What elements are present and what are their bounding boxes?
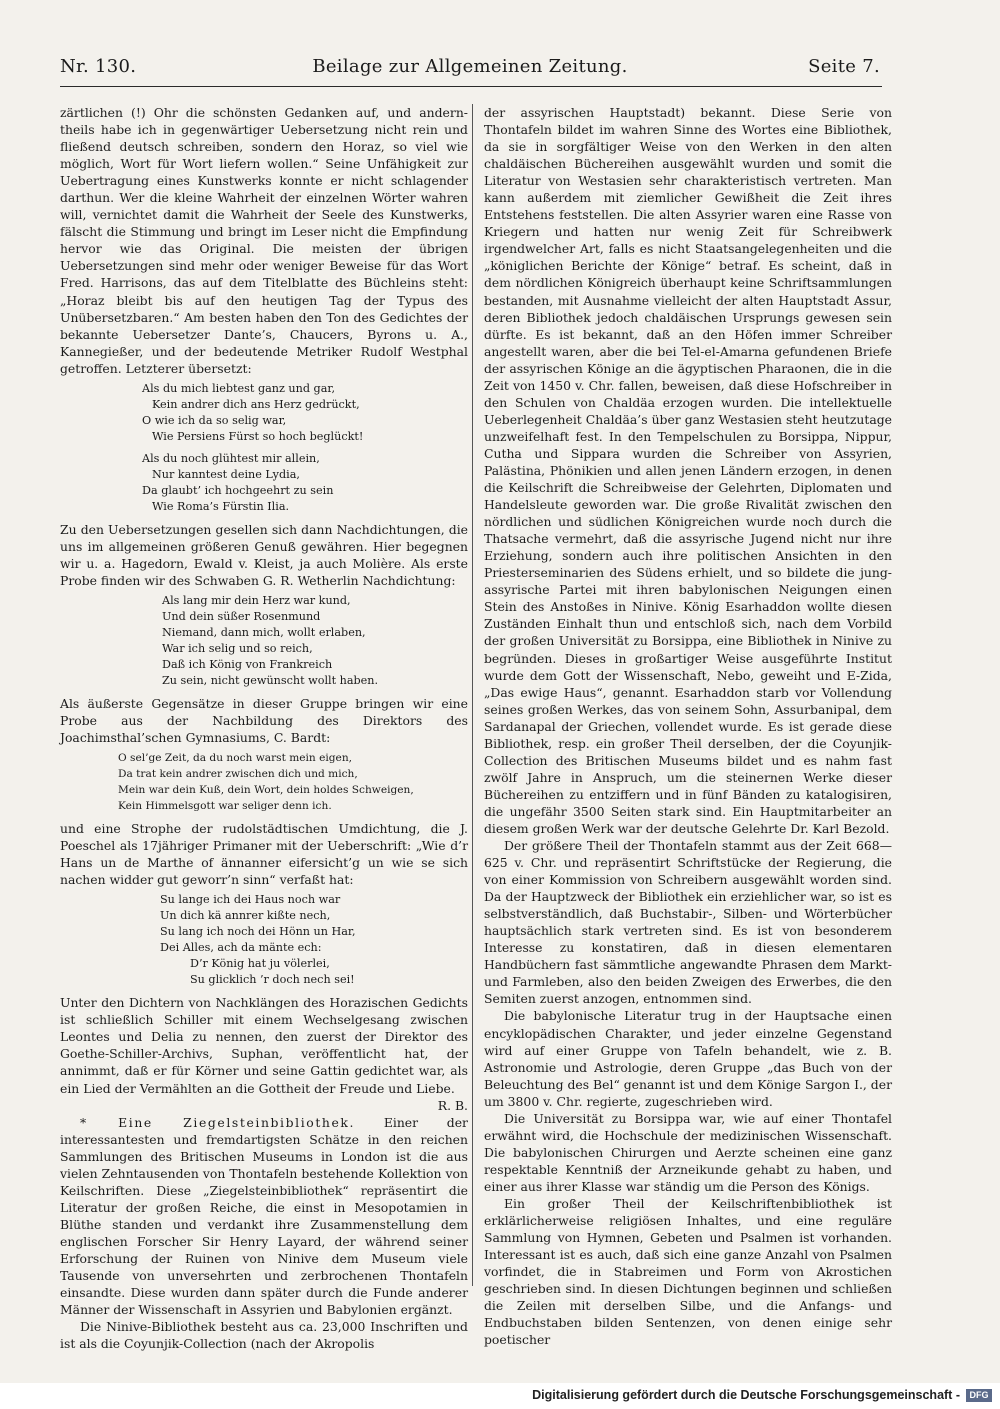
poem-stanza bbox=[142, 381, 468, 445]
page-number: Seite 7. bbox=[808, 56, 880, 77]
column-divider bbox=[472, 104, 473, 1286]
poem-line: Als lang mir dein Herz war kund, bbox=[162, 593, 351, 607]
paragraph: der assyrischen Hauptstadt) bekannt. Diese Serie von Thontafeln bildet im wahren Sinne des Wortes eine Bibliothek, da sie in sorgfältiger Weise von den Werken in den alten chaldäischen Büchereihen ausgewählt wurden und somit die Literatur von Westasien sehr charakteristisch vertreten. Man kann außerdem mit ziemlicher Gewißheit die Zeit ihres Entstehens feststellen. Die alten Assyrier waren eine Rasse von Kriegern und hatten nur wenig Zeit für Schreibwerk irgendwelcher Art, falls es nicht Staatsangelegenheiten und die „königlichen Berichte der Könige“ betraf. Es scheint, daß in dem nördlichen Königreich überhaupt keine Schriftsammlungen bestanden, mit Ausnahme vielleicht der alten Hauptstadt Assur, deren Bibliothek jedoch chaldäischen Ursprungs gewesen sein dürfte. Es ist bekannt, daß an den Höfen immer Schreiber angestellt waren, aber die bei Tel-el-Amarna gefundenen Briefe der assyrischen Könige an die ägyptischen Pharaonen, die in die Zeit von 1450 v. Chr. fallen, beweisen, daß diese Hofschreiber in den Schulen von Chaldäa erzogen wurden. Die intellektuelle Ueberlegenheit Chaldäa’s über ganz Westasien steht heutzutage unzweifelhaft fest. In den Tempelschulen zu Borsippa, Nippur, Cutha und Sippara wurden die Schreiber von Assyrien, Palästina, Phönikien und allen jenen Ländern erzogen, in denen die Keilschrift die Schreibweise der Gelehrten, Diplomaten und Handelsleute geworden war. Die große Rivalität zwischen den nördlichen und südlichen Königreichen wurde noch durch die Thatsache vermehrt, daß die assyrische Jugend nicht nur ihre Erziehung, sondern auch ihre politischen Ansichten in den Priesterseminarien des Südens erhielt, und so bildete die jung-assyrische Partei mit ihren babylonischen Neigungen einen Stein des Anstoßes in Ninive. König Esarhaddon wollte diesen Zuständen Einhalt thun und entschloß sich, nach dem Vorbild der großen Universität zu Borsippa, eine Bibliothek in Ninive zu begründen. Dieses in großartiger Weise ausgeführte Institut wurde dem Gott der Wissenschaft, Nebo, geweiht und E-Zida, „Das ewige Haus“, genannt. Esarhaddon starb vor Vollendung seines großen Werkes, das von seinem Sohn, Assurbanipal, dem Sardanapal der Griechen, vollendet wurde. Es ist gerade diese Bibliothek, resp. ein großer Theil derselben, der die Coyunjik-Collection des Britischen Museums bildet und es nahm fast zwölf Jahre in Anspruch, um die steinernen Werke dieser Büchereihen zu entziffern und in fünf Bänden zu katalogisiren, die ungefähr 3500 Seiten stark sind. Ein Hauptmitarbeiter an diesem großen Werk war der deutsche Gelehrte Dr. Karl Bezold. bbox=[484, 105, 892, 836]
poem-line: Niemand, dann mich, wollt erlaben, bbox=[162, 625, 366, 639]
header-rule bbox=[60, 86, 882, 87]
poem-stanza bbox=[118, 750, 468, 814]
left-column bbox=[60, 104, 468, 1352]
poem-stanza bbox=[162, 593, 468, 689]
poem-line: Kein andrer dich ans Herz gedrückt, bbox=[152, 397, 360, 411]
poem-line: O wie ich da so selig war, bbox=[142, 413, 287, 427]
poem-line: Da trat kein andrer zwischen dich und mich, bbox=[118, 768, 358, 781]
paragraph: Der größere Theil der Thontafeln stammt aus der Zeit 668—625 v. Chr. und repräsentirt Schriftstücke der Regierung, die von einer Kommission von Schreibern ausgewählt worden sind. Da der Hauptzweck der Bibliothek ein erziehlicher war, so ist es selbstverständlich, daß Buchstabir-, Silben- und Wörterbücher hauptsächlich stark vertreten sind. Es ist von besonderem Interesse zu konstatiren, daß in diesen elementaren Handbüchern fast sämmtliche angewandte Phrasen dem Markt- und Farmleben, also den beiden Zweigen des Erwerbes, die den Semiten zuerst anzogen, entnommen sind. bbox=[484, 838, 892, 1007]
poem-line: War ich selig und so reich, bbox=[162, 641, 313, 655]
right-column bbox=[484, 104, 892, 1348]
page-header bbox=[60, 56, 880, 84]
issue-number: Nr. 130. bbox=[60, 56, 137, 77]
poem-line: Su lang ich noch dei Hönn un Har, bbox=[160, 925, 356, 939]
paragraph: und eine Strophe der rudolstädtischen Umdichtung, die J. Poeschel als 17jähriger Primaner mit der Ueberschrift: „Wie d’r Hans un de Marthe of ännanner eifersicht’g un wie se sich nachen widder gut geworr’n sinn“ verfaßt hat: bbox=[60, 821, 468, 888]
paragraph: Die babylonische Literatur trug in der Hauptsache einen encyklopädischen Charakter, und jeder einzelne Gegenstand wird auf einer Gruppe von Tafeln behandelt, wie z. B. Astronomie und Astrologie, deren Gruppe „das Buch von der Beleuchtung des Bel“ genannt ist und dem Könige Sargon I., der um 3800 v. Chr. regierte, zugeschrieben wird. bbox=[484, 1008, 892, 1109]
poem-line: Mein war dein Kuß, dein Wort, dein holdes Schweigen, bbox=[118, 784, 414, 797]
article-paragraph bbox=[60, 1114, 468, 1319]
paragraph: Die Universität zu Borsippa war, wie auf einer Thontafel erwähnt wird, die Hochschule der medizinischen Wissenschaft. Die babylonischen Chirurgen und Aerzte scheinen eine ganz respektable Kenntniß der Arzneikunde gehabt zu haben, und einer aus ihrer Klasse war ständig um die Person des Königs. bbox=[484, 1110, 892, 1194]
paragraph: Die Ninive-Bibliothek besteht aus ca. 23,000 Inschriften und ist als die Coyunjik-Collection (nach der Akropolis bbox=[60, 1319, 468, 1352]
paragraph: zärtlichen (!) Ohr die schönsten Gedanken auf, und andern-theils habe ich in gegenwärtiger Uebersetzung nicht rein und fließend deutsch schreiben, sondern den Horaz, so viel wie möglich, Wort für Wort liefern wollen.“ Seine Unfähigkeit zur Uebertragung eines Kunstwerks konnte er nicht schlagender darthun. Wer die kleine Wahrheit der einzelnen Wörter wahren will, vernichtet damit die Wahrheit der Seele des Kunstwerks, fälscht die Stimmung und bringt im Leser nicht die Empfindung hervor wie das Original. Die meisten der übrigen Uebersetzungen sind mehr oder weniger Beweise für das Wort Fred. Harrisons, das auf dem Titelblatte des Büchleins steht: „Horaz bleibt bis auf den heutigen Tag der Typus des Unübersetzbaren.“ Am besten haben den Ton des Gedichtes der bekannte Uebersetzer Dante’s, Chaucers, Byrons u. A., Kannegießer, und der bedeutende Metriker Rudolf Westphal getroffen. Letzterer übersetzt: bbox=[60, 105, 468, 376]
article-text: Einer der interessantesten und fremdartigsten Schätze in den reichen Sammlungen des Britischen Museums in London ist die aus vielen Zehntausenden von Thontafeln bestehende Kollektion von Keilschriften. Diese „Ziegelsteinbibliothek“ repräsentirt die Literatur der großen Reiche, die einst in Mesopotamien in Blüthe standen und verdankt ihre Zusammenstellung dem englischen Forscher Sir Henry Layard, der während seiner Erforschung der Ruinen von Ninive dem Museum viele Tausende von unversehrten und zerbrochenen Thontafeln einsandte. Diese wurden dann später durch die Funde anderer Männer der Wissenschaft in Assyrien und Babylonien ergänzt. bbox=[60, 1114, 468, 1318]
poem-line: Und dein süßer Rosenmund bbox=[162, 609, 321, 623]
paragraph: Zu den Uebersetzungen gesellen sich dann Nachdichtungen, die uns im allgemeinen größeren Genuß gewähren. Hier begegnen wir u. a. Hagedorn, Ewald v. Kleist, ja auch Molière. Als erste Probe finden wir des Schwaben G. R. Wetherlin Nachdichtung: bbox=[60, 521, 468, 588]
poem-line: Su lange ich dei Haus noch war bbox=[160, 893, 341, 907]
poem-line: O sel’ge Zeit, da du noch warst mein eigen, bbox=[118, 752, 353, 765]
paragraph: Unter den Dichtern von Nachklängen des Horazischen Gedichts ist schließlich Schiller mit einem Wechselgesang zwischen Leontes und Delia zu nennen, den zuerst der Direktor des Goethe-Schiller-Archivs, Suphan, veröffentlicht hat, der annimmt, daß er für Körner und seine Gattin gedichtet war, als ein Lied der Vermählten an die Gottheit der Freude und Liebe. bbox=[60, 995, 468, 1096]
poem-line: Su glicklich ’r doch nech sei! bbox=[190, 973, 355, 987]
poem-line: Un dich kä annrer kißte nech, bbox=[160, 909, 331, 923]
footer-text: Digitalisierung gefördert durch die Deutsche Forschungsgemeinschaft - bbox=[532, 1388, 960, 1402]
dfg-logo: DFG bbox=[966, 1389, 992, 1402]
poem-line: Dei Alles, ach da mänte ech: bbox=[160, 941, 322, 955]
poem-line: Wie Roma’s Fürstin Ilia. bbox=[152, 499, 290, 513]
poem-line: D’r König hat ju völerlei, bbox=[190, 957, 330, 971]
poem-line: Kein Himmelsgott war seliger denn ich. bbox=[118, 800, 332, 813]
poem-line: Als du noch glühtest mir allein, bbox=[142, 451, 320, 465]
poem-line: Da glaubt’ ich hochgeehrt zu sein bbox=[142, 483, 334, 497]
poem-stanza bbox=[142, 451, 468, 515]
poem-line: Wie Persiens Fürst so hoch beglückt! bbox=[152, 429, 364, 443]
publication-title: Beilage zur Allgemeinen Zeitung. bbox=[312, 56, 628, 77]
poem-line: Nur kanntest deine Lydia, bbox=[152, 467, 300, 481]
poem-line: Daß ich König von Frankreich bbox=[162, 657, 333, 671]
article-heading: * Eine Ziegelsteinbibliothek. bbox=[80, 1114, 356, 1130]
paragraph: Ein großer Theil der Keilschriftenbibliothek ist erklärlicherweise religiösen Inhaltes, und eine reguläre Sammlung von Hymnen, Gebeten und Psalmen ist vorhanden. Interessant ist es auch, daß sich eine ganze Anzahl von Psalmen vorfindet, die in Stabreimen und Form von Akrostichen geschrieben sind. In diesen Dichtungen beginnen und schließen die Zeilen mit derselben Silbe, und die Anfangs- und Endbuchstaben bilden Sentenzen, von denen einige sehr poetischer bbox=[484, 1196, 892, 1348]
digitization-footer bbox=[0, 1383, 1000, 1409]
paragraph: Als äußerste Gegensätze in dieser Gruppe bringen wir eine Probe aus der Nachbildung des Direktors des Joachimsthal’schen Gymnasiums, C. Bardt: bbox=[60, 695, 468, 746]
author-signature: R. B. bbox=[437, 1097, 468, 1113]
poem-stanza bbox=[160, 892, 468, 988]
poem-line: Als du mich liebtest ganz und gar, bbox=[142, 381, 336, 395]
poem-line: Zu sein, nicht gewünscht wollt haben. bbox=[162, 673, 379, 687]
